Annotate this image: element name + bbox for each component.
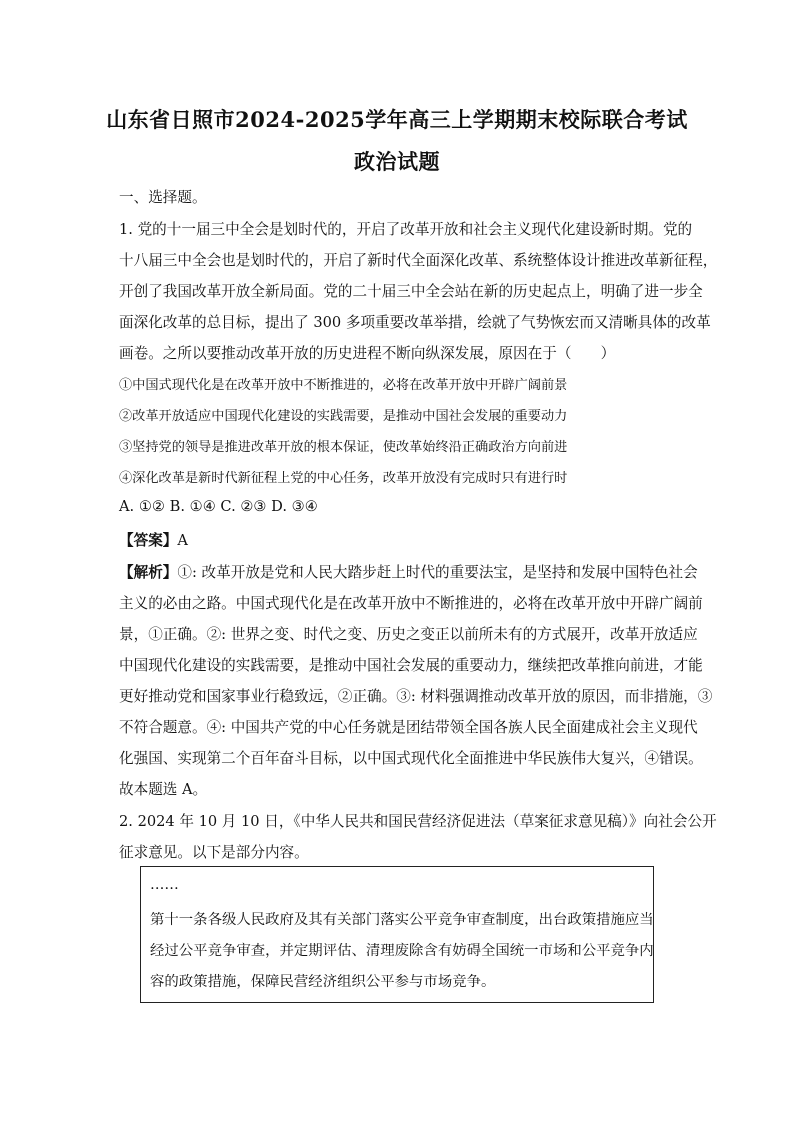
q1-statement: ①中国式现代化是在改革开放中不断推进的，必将在改革开放中开辟广阔前景 [119, 378, 568, 393]
q2-stem-line: 征求意见。以下是部分内容。 [119, 844, 309, 861]
box-line: 第十一条各级人民政府及其有关部门落实公平竞争审查制度，出台政策措施应当 [150, 912, 654, 928]
q1-analysis-line: 主义的必由之路。中国式现代化是在改革开放中不断推进的，必将在改革开放中开辟广阔前 [119, 595, 703, 612]
answer-value: A [177, 532, 188, 549]
q1-stem-line: 1. 党的十一届三中全会是划时代的，开启了改革开放和社会主义现代化建设新时期。党的 [119, 221, 693, 238]
q1-stem-line: 十八届三中全会也是划时代的，开启了新时代全面深化改革、系统整体设计推进改革新征程， [119, 252, 718, 269]
q2-stem-line: 2. 2024 年 10 月 10 日，《中华人民共和国民营经济促进法（草案征求意见稿）》向社会公开 [119, 813, 717, 830]
q1-analysis-line: 更好推动党和国家事业行稳致远，②正确。③: 材料强调推动改革开放的原因，而非措施，③ [119, 688, 713, 705]
q1-statement: ③坚持党的领导是推进改革开放的根本保证，使改革始终沿正确政治方向前进 [119, 440, 568, 455]
q1-stem-line: 开创了我国改革开放全新局面。党的二十届三中全会站在新的历史起点上，明确了进一步全 [119, 283, 703, 300]
q1-stem-line: 面深化改革的总目标，提出了 300 多项重要改革举措，绘就了气势恢宏而又清晰具体的改革 [119, 314, 711, 331]
q1-analysis-line: 景，①正确。②: 世界之变、时代之变、历史之变正以前所未有的方式展开，改革开放适应 [119, 626, 698, 643]
q1-statement: ②改革开放适应中国现代化建设的实践需要，是推动中国社会发展的重要动力 [119, 409, 568, 424]
section-heading: 一、选择题。 [119, 189, 207, 206]
q1-analysis-line: 故本题选 A。 [119, 781, 208, 798]
exam-subject-title: 政治试题 [354, 149, 440, 174]
analysis-label: 【解析】 [119, 564, 178, 581]
q1-analysis-line: 不符合题意。④: 中国共产党的中心任务就是团结带领全国各族人民全面建成社会主义现代 [119, 719, 698, 736]
box-line: 经过公平竞争审查，并定期评估、清理废除含有妨碍全国统一市场和公平竞争内 [150, 943, 654, 959]
q1-analysis-line: 化强国、实现第二个百年奋斗目标，以中国式现代化全面推进中华民族伟大复兴，④错误。 [119, 750, 703, 767]
q1-statement: ④深化改革是新时代新征程上党的中心任务，改革开放没有完成时只有进行时 [119, 471, 568, 486]
q1-analysis-line: 中国现代化建设的实践需要，是推动中国社会发展的重要动力，继续把改革推向前进，才能 [119, 657, 703, 674]
q1-answer [119, 529, 188, 550]
box-line: 容的政策措施，保障民营经济组织公平参与市场竞争。 [150, 974, 496, 990]
q1-options: A. ①② B. ①④ C. ②③ D. ③④ [119, 498, 318, 515]
analysis-text: ①: 改革开放是党和人民大踏步赶上时代的重要法宝，是坚持和发展中国特色社会 [177, 564, 698, 581]
exam-title: 山东省日照市2024-2025学年高三上学期期末校际联合考试 [106, 107, 688, 132]
answer-label: 【答案】 [119, 532, 178, 549]
q1-analysis-line [119, 561, 698, 582]
box-ellipsis: …… [150, 877, 179, 893]
q2-material-box [140, 866, 654, 1003]
q1-stem-line: 画卷。之所以要推动改革开放的历史进程不断向纵深发展，原因在于（ ） [119, 345, 616, 362]
